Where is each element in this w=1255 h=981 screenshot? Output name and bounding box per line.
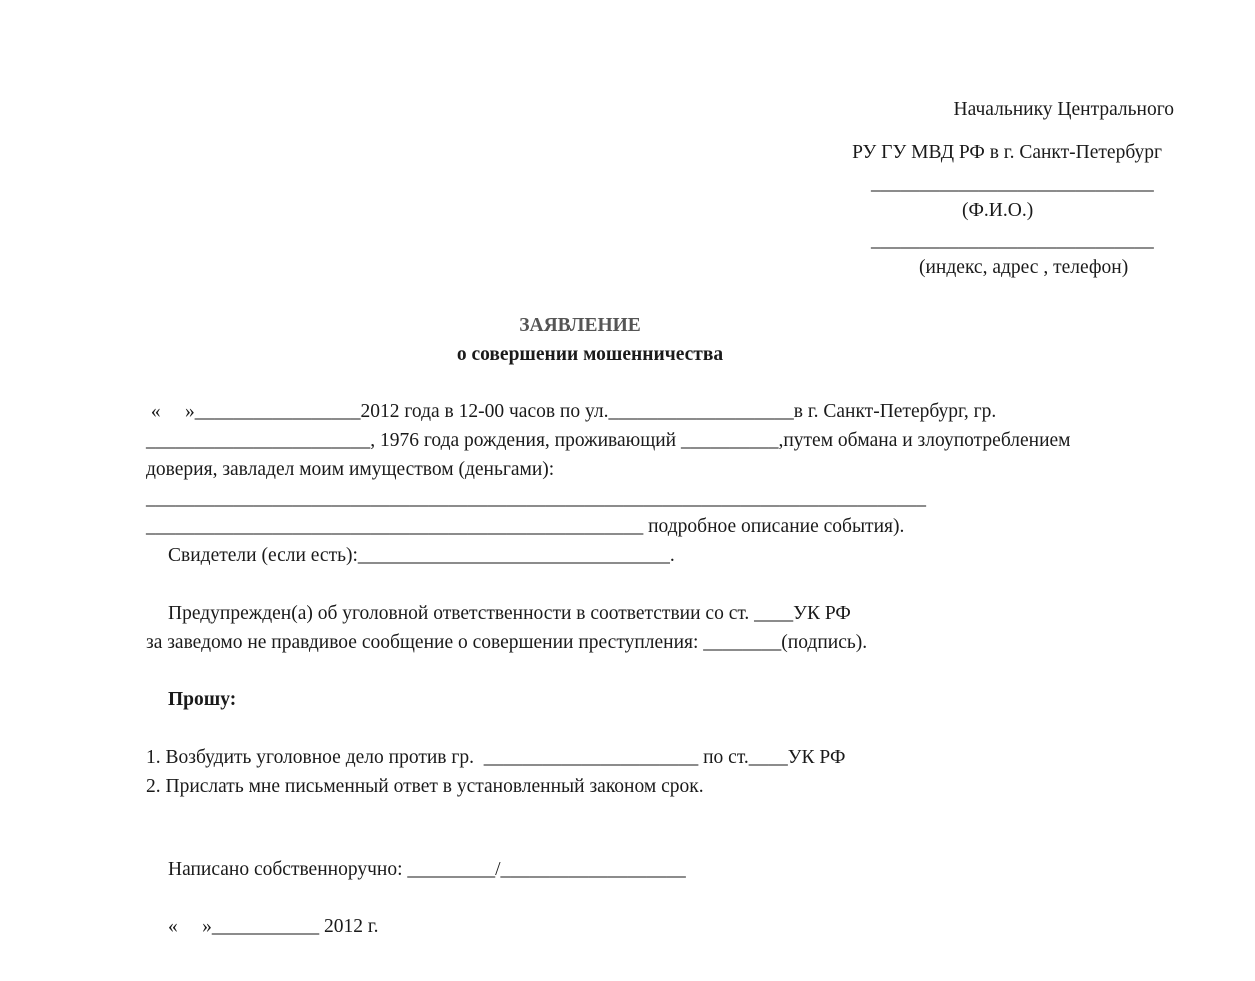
warning-line-1: Предупрежден(а) об уголовной ответственности в соответствии со ст. ____УК РФ xyxy=(168,603,851,624)
contact-label: (индекс, адрес , телефон) xyxy=(919,257,1129,278)
request-heading: Прошу: xyxy=(168,689,237,710)
addressee-line-2: РУ ГУ МВД РФ в г. Санкт-Петербург xyxy=(852,142,1162,163)
incident-line-2: _______________________, 1976 года рождения, проживающий __________,путем обмана и злоупотреблением xyxy=(146,430,1071,451)
contact-blank-line: _____________________________ xyxy=(871,230,1154,251)
warning-line-2: за заведомо не правдивое сообщение о совершении преступления: ________(подпись). xyxy=(146,632,868,653)
fio-label: (Ф.И.О.) xyxy=(962,200,1034,221)
incident-blank-line: ________________________________________________________________________________ xyxy=(146,488,926,509)
request-item-1: 1. Возбудить уголовное дело против гр. ______________________ по ст.____УК РФ xyxy=(146,747,846,768)
handwritten-signature-line: Написано собственноручно: _________/___________________ xyxy=(168,859,686,880)
incident-description-line: ___________________________________________________ подробное описание события). xyxy=(146,516,905,537)
document-title: ЗАЯВЛЕНИЕ xyxy=(519,315,641,336)
request-item-2: 2. Прислать мне письменный ответ в установленный законом срок. xyxy=(146,776,704,797)
date-line: « »___________ 2012 г. xyxy=(168,916,379,937)
addressee-line-1: Начальнику Центрального xyxy=(953,99,1174,120)
document-subtitle: о совершении мошенничества xyxy=(456,344,724,365)
fio-blank-line: _____________________________ xyxy=(871,173,1154,194)
incident-line-1: « »_________________2012 года в 12-00 часов по ул.___________________в г. Санкт-Петербург, гр. xyxy=(146,401,997,422)
witnesses-line: Свидетели (если есть):________________________________. xyxy=(168,545,675,566)
incident-line-3: доверия, завладел моим имуществом (деньгами): xyxy=(146,459,555,480)
